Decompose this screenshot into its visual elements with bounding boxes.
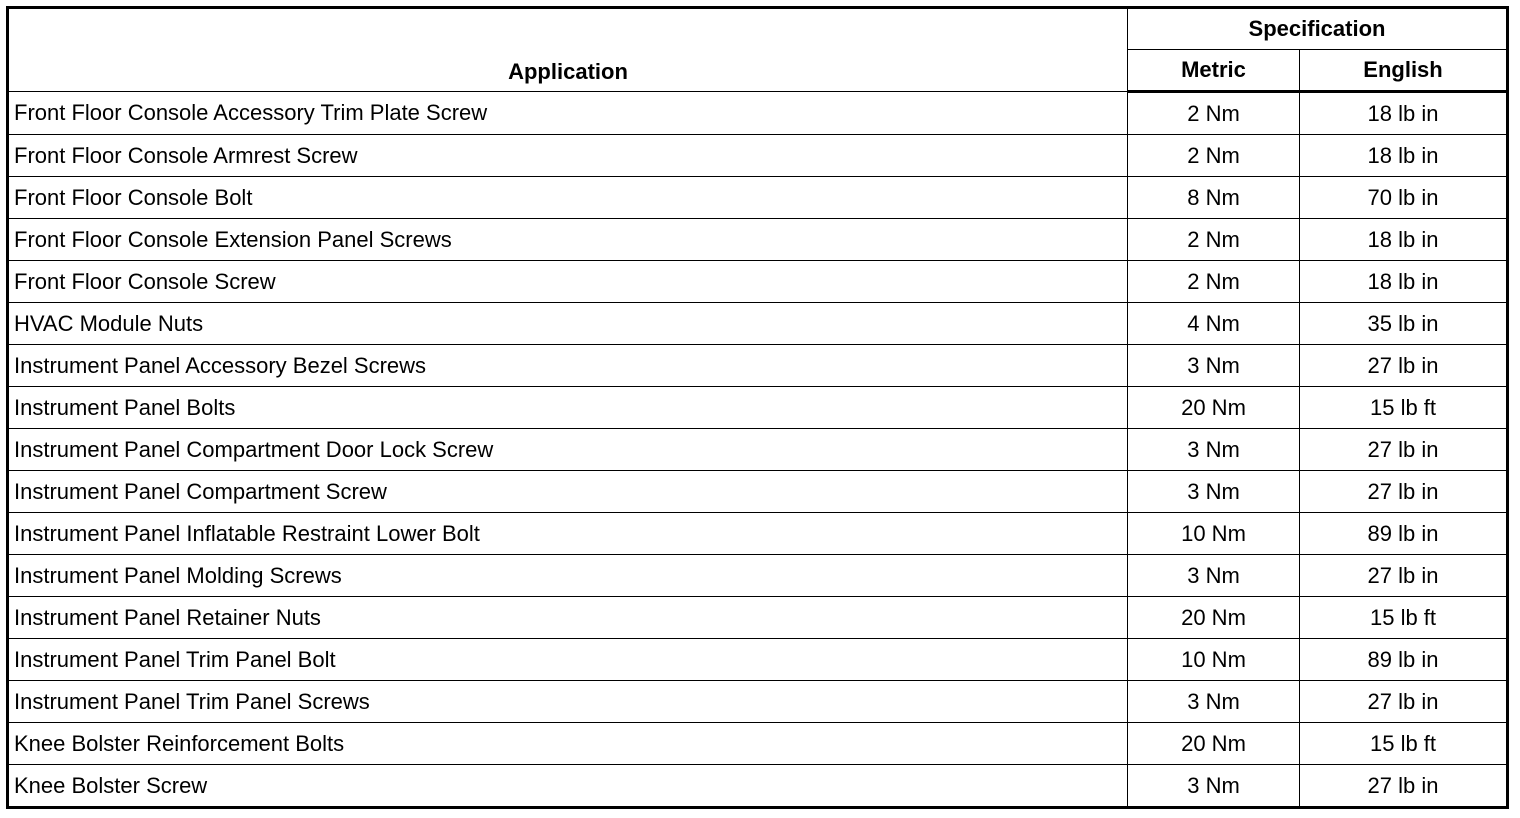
metric-cell: 2 Nm: [1128, 92, 1300, 135]
table-row: [8, 555, 1508, 597]
application-cell: Front Floor Console Armrest Screw: [8, 135, 1128, 177]
metric-cell: 10 Nm: [1128, 639, 1300, 681]
english-cell: 15 lb ft: [1300, 597, 1508, 639]
table-row: [8, 92, 1508, 135]
application-cell: Instrument Panel Molding Screws: [8, 555, 1128, 597]
english-cell: 27 lb in: [1300, 429, 1508, 471]
english-cell: 27 lb in: [1300, 765, 1508, 808]
table-row: [8, 639, 1508, 681]
application-cell: Knee Bolster Reinforcement Bolts: [8, 723, 1128, 765]
application-cell: Instrument Panel Compartment Door Lock Screw: [8, 429, 1128, 471]
english-cell: 70 lb in: [1300, 177, 1508, 219]
english-cell: 18 lb in: [1300, 92, 1508, 135]
table-row: [8, 429, 1508, 471]
metric-cell: 2 Nm: [1128, 261, 1300, 303]
english-cell: 27 lb in: [1300, 555, 1508, 597]
table-row: [8, 765, 1508, 808]
english-cell: 27 lb in: [1300, 345, 1508, 387]
table-row: [8, 597, 1508, 639]
table-row: [8, 345, 1508, 387]
table-row: [8, 723, 1508, 765]
table-row: [8, 387, 1508, 429]
metric-cell: 20 Nm: [1128, 597, 1300, 639]
english-cell: 15 lb ft: [1300, 723, 1508, 765]
table-row: [8, 177, 1508, 219]
application-cell: Front Floor Console Screw: [8, 261, 1128, 303]
application-cell: Instrument Panel Inflatable Restraint Lower Bolt: [8, 513, 1128, 555]
application-cell: Knee Bolster Screw: [8, 765, 1128, 808]
table-row: [8, 219, 1508, 261]
application-column-header: Application: [8, 8, 1128, 92]
metric-cell: 3 Nm: [1128, 765, 1300, 808]
english-column-header: English: [1300, 50, 1508, 92]
english-cell: 15 lb ft: [1300, 387, 1508, 429]
english-cell: 18 lb in: [1300, 135, 1508, 177]
table-row: [8, 681, 1508, 723]
application-cell: Front Floor Console Accessory Trim Plate Screw: [8, 92, 1128, 135]
metric-cell: 2 Nm: [1128, 135, 1300, 177]
application-cell: Front Floor Console Bolt: [8, 177, 1128, 219]
english-cell: 18 lb in: [1300, 219, 1508, 261]
table-row: [8, 261, 1508, 303]
application-cell: Instrument Panel Trim Panel Screws: [8, 681, 1128, 723]
metric-cell: 20 Nm: [1128, 387, 1300, 429]
application-cell: Instrument Panel Bolts: [8, 387, 1128, 429]
english-cell: 89 lb in: [1300, 513, 1508, 555]
application-cell: Instrument Panel Compartment Screw: [8, 471, 1128, 513]
specification-group-header: Specification: [1128, 8, 1508, 50]
table-row: [8, 303, 1508, 345]
metric-cell: 3 Nm: [1128, 345, 1300, 387]
application-cell: Instrument Panel Trim Panel Bolt: [8, 639, 1128, 681]
fastener-spec-table: [6, 6, 1509, 809]
table-header: [8, 8, 1508, 92]
application-cell: Instrument Panel Retainer Nuts: [8, 597, 1128, 639]
metric-cell: 20 Nm: [1128, 723, 1300, 765]
metric-cell: 10 Nm: [1128, 513, 1300, 555]
english-cell: 27 lb in: [1300, 471, 1508, 513]
metric-cell: 2 Nm: [1128, 219, 1300, 261]
metric-column-header: Metric: [1128, 50, 1300, 92]
application-cell: Front Floor Console Extension Panel Screws: [8, 219, 1128, 261]
application-cell: HVAC Module Nuts: [8, 303, 1128, 345]
table-row: [8, 471, 1508, 513]
english-cell: 89 lb in: [1300, 639, 1508, 681]
metric-cell: 3 Nm: [1128, 681, 1300, 723]
application-cell: Instrument Panel Accessory Bezel Screws: [8, 345, 1128, 387]
english-cell: 18 lb in: [1300, 261, 1508, 303]
metric-cell: 4 Nm: [1128, 303, 1300, 345]
table-row: [8, 135, 1508, 177]
metric-cell: 3 Nm: [1128, 555, 1300, 597]
table-body: [8, 92, 1508, 808]
english-cell: 35 lb in: [1300, 303, 1508, 345]
metric-cell: 8 Nm: [1128, 177, 1300, 219]
metric-cell: 3 Nm: [1128, 471, 1300, 513]
metric-cell: 3 Nm: [1128, 429, 1300, 471]
english-cell: 27 lb in: [1300, 681, 1508, 723]
table-row: [8, 513, 1508, 555]
